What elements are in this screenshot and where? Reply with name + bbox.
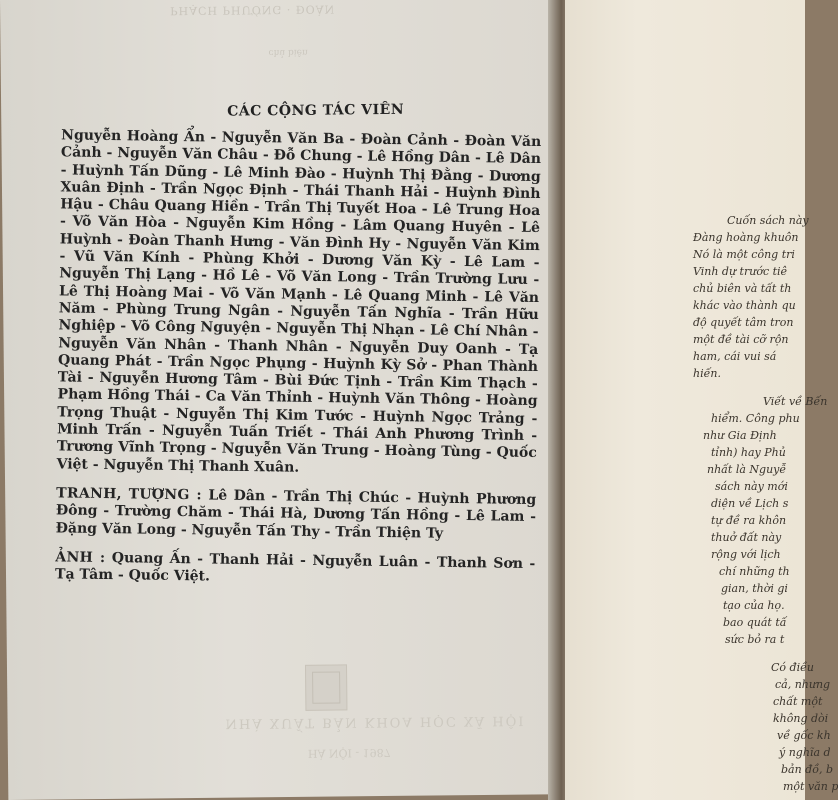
right-page-line: một đề tài cỡ rộn [693,333,789,346]
right-page-line: không dòi [773,712,829,725]
right-page-line: như Gia Định [703,429,777,442]
right-page-line: bao quát tấ [723,616,787,629]
right-page-line: diện về Lịch s [711,497,789,510]
right-page-line: cả, nhưng [775,678,831,691]
drawings-names: Lê Dân - Trần Thị Chúc - Huỳnh Phương Đông - Trường Chăm - Thái Hà, Dương Tấn Hồng - Lê Lam - Đặng Văn Long - Nguyễn Tấn Thy - Trần Thiện Ty [55,487,537,542]
right-page [565,0,838,800]
right-page-line: chất một [773,695,823,708]
right-page-line: Vinh dự trước tiê [693,265,788,278]
right-page-line: Nó là một công tri [693,248,795,261]
photos-credit [55,549,535,590]
photos-names: Quang Ấn - Thanh Hải - Nguyễn Luân - Thanh Sơn - Tạ Tâm - Quốc Việt. [54,549,536,585]
right-page-line: ham, cái vui sá [693,350,777,363]
right-page-line: hiến. [693,367,721,380]
drawings-label: TRANH, TƯỢNG : [56,485,203,504]
drawings-credit [56,485,537,544]
right-page-line: về gốc kh [777,729,831,742]
right-page-line: Cuốn sách này [727,214,809,227]
right-page-line: sức bỏ ra t [725,633,785,646]
credits-body [55,127,541,590]
right-page-line: ý nghĩa d [779,746,831,759]
right-page-line: bản đồ, b [781,763,833,776]
right-page-line: tạo của họ. [723,599,785,612]
right-page-line: tự đề ra khôn [711,514,787,527]
right-page-line: khác vào thành qu [693,299,796,312]
photos-label: ẢNH : [55,549,106,566]
right-page-line: Có điều [771,661,814,674]
right-page-line: chủ biên và tất th [693,282,792,295]
right-page-line: một văn p [783,780,838,793]
publisher-logo [305,664,347,710]
contributors-list: Nguyễn Hoàng Ẩn - Nguyễn Văn Ba - Đoàn Cảnh - Đoàn Văn Cảnh - Nguyễn Văn Châu - Đỗ Chung - Lê Hồng Dân - Lê Dân - Huỳnh Tấn Dũng - Lê Minh Đào - Huỳnh Thị Đằng - Dương Xuân Định - Trần Ngọc Định - Thái Thanh Hải - Huỳnh Đình Hậu - Châu Quang Hiền - Trần Thị Tuyết Hoa - Lê Trung Hoa - Võ Văn Hòa - Nguyễn Kim Hồng - Lâm Quang Huyên - Lê Huỳnh - Đoàn Thanh Hưng - Văn Đình Hy - Nguyễn Văn Kim - Vũ Văn Kính - Phùng Khởi - Dương Văn Kỳ - Lê Lam - Nguyễn Thị Lạng - Hồ Lê - Võ Văn Long - Trần Trường Lưu - Lê Thị Hoàng Mai - Võ Văn Mạnh - Lê Quang Minh - Lê Văn Năm - Phùng Trung Ngân - Nguyễn Tấn Nghĩa - Trần Hữu Nghiệp - Võ Công Nguyện - Nguyễn Thị Nhạn - Lê Chí Nhân - Nguyễn Văn Nhân - Thanh Nhân - Nguyễn Duy Oanh - Tạ Quang Phát - Trần Ngọc Phụng - Huỳnh Kỳ Sở - Phan Thành Tài - Nguyễn Hương Tâm - Bùi Đức Tịnh - Trần Kim Thạch - Phạm Hồng Thái - Ca Văn Thỉnh - Huỳnh Văn Thông - Hoàng Trọng Thuật - Nguyễn Thị Kim Tước - Huỳnh Ngọc Trảng - Minh Trấn - Nguyễn Tuấn Triết - Thái Anh Phương Trình - Trương Vĩnh Trọng - Nguyễn Văn Trung - Hoàng Tùng - Quốc Việt - Nguyễn Thị Thanh Xuân. [56,127,542,476]
show-through-city: HÀ NỘI - 1987 [307,745,391,760]
right-page-line: chí những th [719,565,790,578]
page-title: CÁC CỘNG TÁC VIÊN [227,101,405,120]
show-through-subheader: chủ biên [268,46,308,58]
right-page-line: độ quyết tâm tron [693,316,794,329]
right-page-line: thuở đất này [711,531,782,544]
show-through-header: PHẠCH PHƯỚNG · ĐOÀN [170,2,336,18]
right-page-line: rộng với lịch [711,548,781,561]
right-page-line: nhất là Nguyễ [707,463,787,476]
right-page-line: tỉnh) hay Phủ [711,446,786,459]
right-page-line: gian, thời gi [721,582,788,595]
right-page-line: Đàng hoàng khuôn [693,231,799,244]
right-page-line: Viết về Bến [763,395,828,408]
right-page-line: hiểm. Công phu [711,412,800,425]
show-through-publisher: NHÀ XUẤT BẢN KHOA HỌC XÃ HỘI [225,712,526,731]
right-page-line: sách này mới [715,480,788,493]
